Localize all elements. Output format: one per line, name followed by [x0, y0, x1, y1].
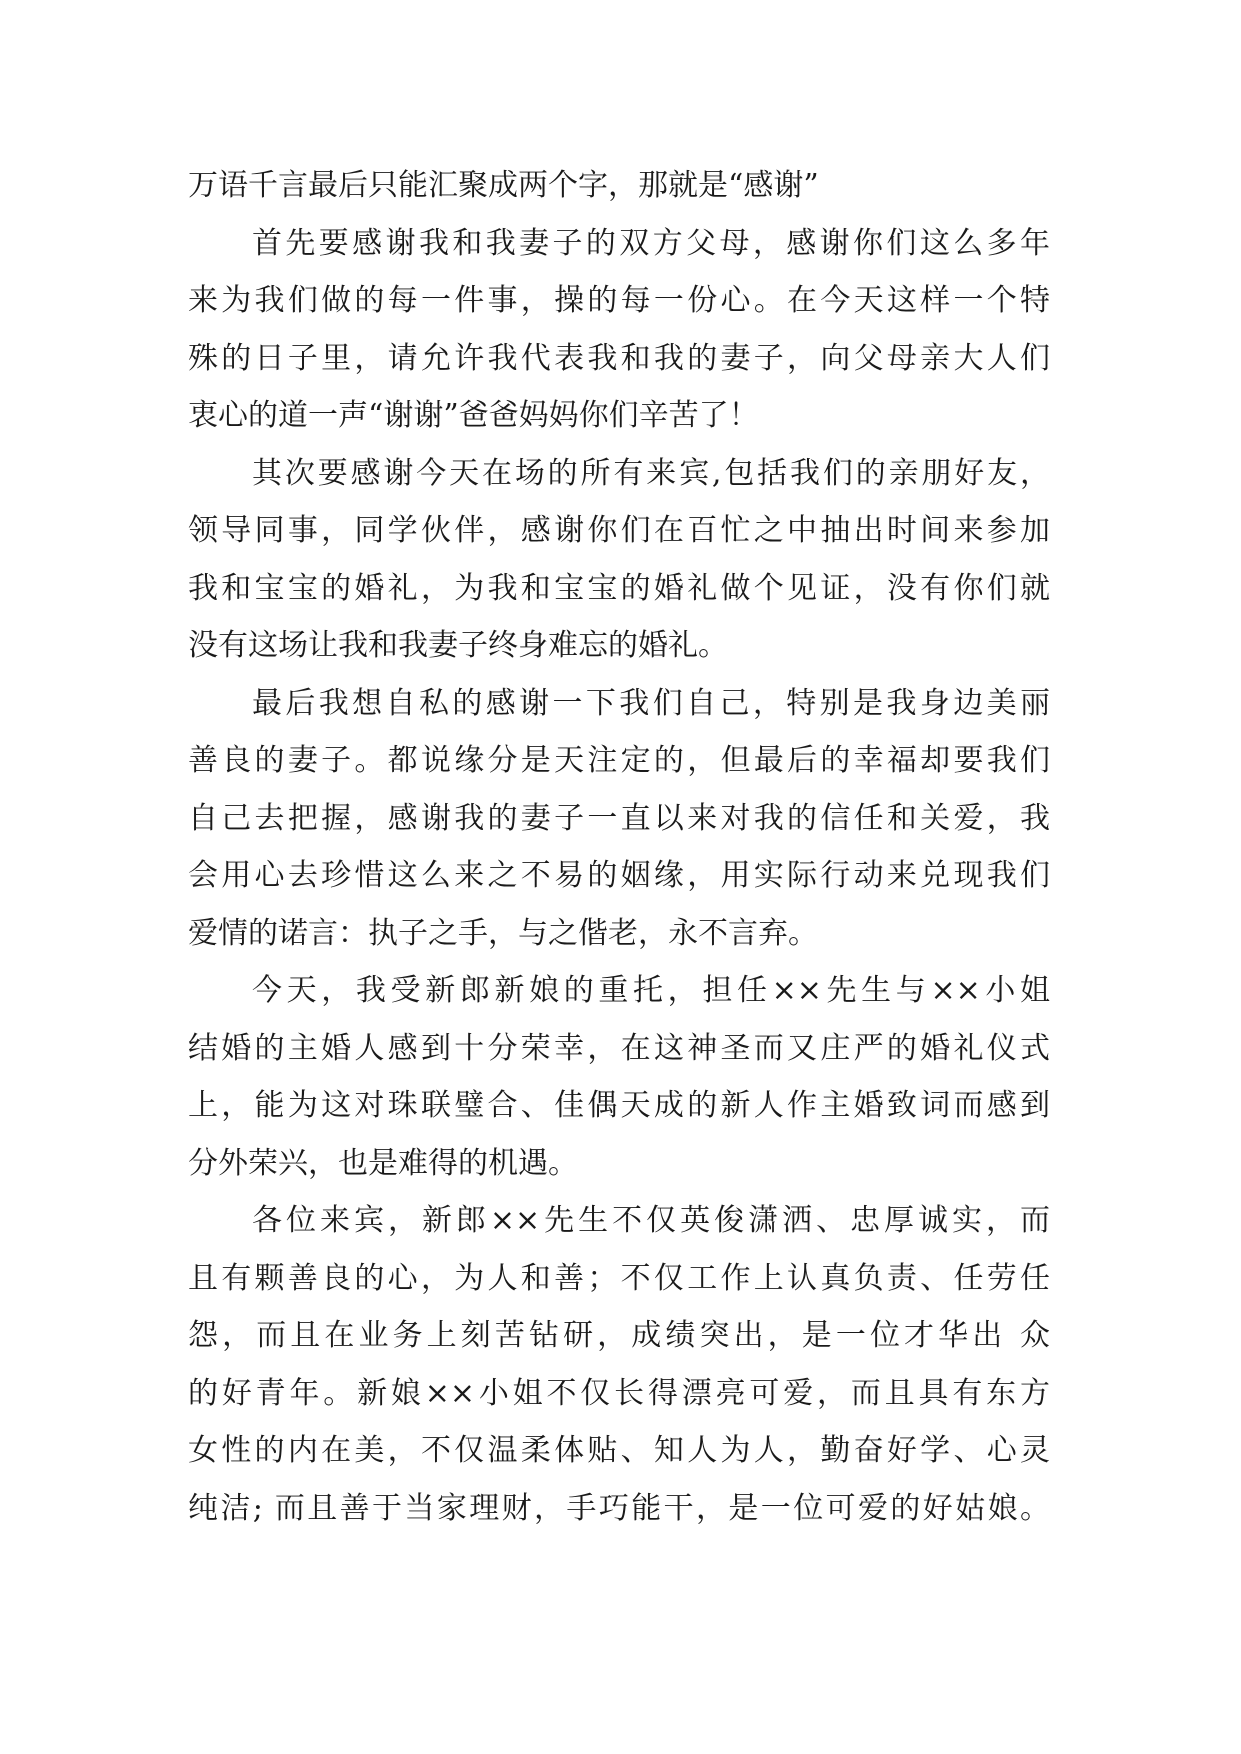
text-line: 没有这场让我和我妻子终身难忘的婚礼。: [188, 628, 728, 663]
paragraph-couple-praise: [188, 1192, 1050, 1537]
text-line: 领导同事，同学伙伴，感谢你们在百忙之中抽出时间来参加: [188, 513, 1050, 548]
text-line: 爱情的诺言：执子之手，与之偕老，永不言弃。: [188, 915, 818, 951]
text-line: 来为我们做的每一件事，操的每一份心。在今天这样一个特: [188, 283, 1050, 318]
text-line: 我和宝宝的婚礼，为我和宝宝的婚礼做个见证，没有你们就: [188, 570, 1050, 606]
text-line: 各位来宾，新郎××先生不仅英俊潇洒、忠厚诚实，而: [252, 1203, 1050, 1238]
text-line: 首先要感谢我和我妻子的双方父母，感谢你们这么多年: [252, 225, 1050, 261]
document-body: [188, 157, 1050, 1537]
text-line: 怨，而且在业务上刻苦钻研，成绩突出，是一位才华出 众: [188, 1318, 1050, 1353]
text-line: 万语千言最后只能汇聚成两个字，那就是“感谢”: [188, 168, 819, 203]
paragraph-officiant-intro: [188, 962, 1050, 1192]
paragraph-thanks-ourselves: [188, 675, 1050, 963]
text-line: 且有颗善良的心，为人和善；不仅工作上认真负责、任劳任: [188, 1260, 1050, 1296]
text-line: 善良的妻子。都说缘分是天注定的，但最后的幸福却要我们: [188, 743, 1050, 778]
text-line: 分外荣兴，也是难得的机遇。: [188, 1145, 578, 1181]
text-line: 殊的日子里，请允许我代表我和我的妻子，向父母亲大人们: [188, 340, 1050, 376]
text-line: 女性的内在美，不仅温柔体贴、知人为人，勤奋好学、心灵: [188, 1433, 1050, 1468]
text-line: 的好青年。新娘××小姐不仅长得漂亮可爱，而且具有东方: [188, 1375, 1050, 1411]
text-line: 结婚的主婚人感到十分荣幸，在这神圣而又庄严的婚礼仪式: [188, 1030, 1050, 1066]
paragraph-thanks-intro: [188, 157, 1050, 215]
text-line: 衷心的道一声“谢谢”爸爸妈妈你们辛苦了！: [188, 398, 759, 433]
text-line: 最后我想自私的感谢一下我们自己，特别是我身边美丽: [252, 685, 1050, 721]
paragraph-thanks-guests: [188, 445, 1050, 675]
paragraph-thanks-parents: [188, 215, 1050, 445]
text-line: 纯洁; 而且善于当家理财，手巧能干，是一位可爱的好姑娘。: [188, 1490, 1050, 1526]
text-line: 上，能为这对珠联璧合、佳偶天成的新人作主婚致词而感到: [188, 1088, 1050, 1123]
text-line: 今天，我受新郎新娘的重托，担任××先生与××小姐: [252, 973, 1050, 1008]
text-line: 其次要感谢今天在场的所有来宾,包括我们的亲朋好友，: [252, 455, 1050, 491]
text-line: 会用心去珍惜这么来之不易的姻缘，用实际行动来兑现我们: [188, 858, 1050, 893]
text-line: 自己去把握，感谢我的妻子一直以来对我的信任和关爱，我: [188, 800, 1050, 836]
